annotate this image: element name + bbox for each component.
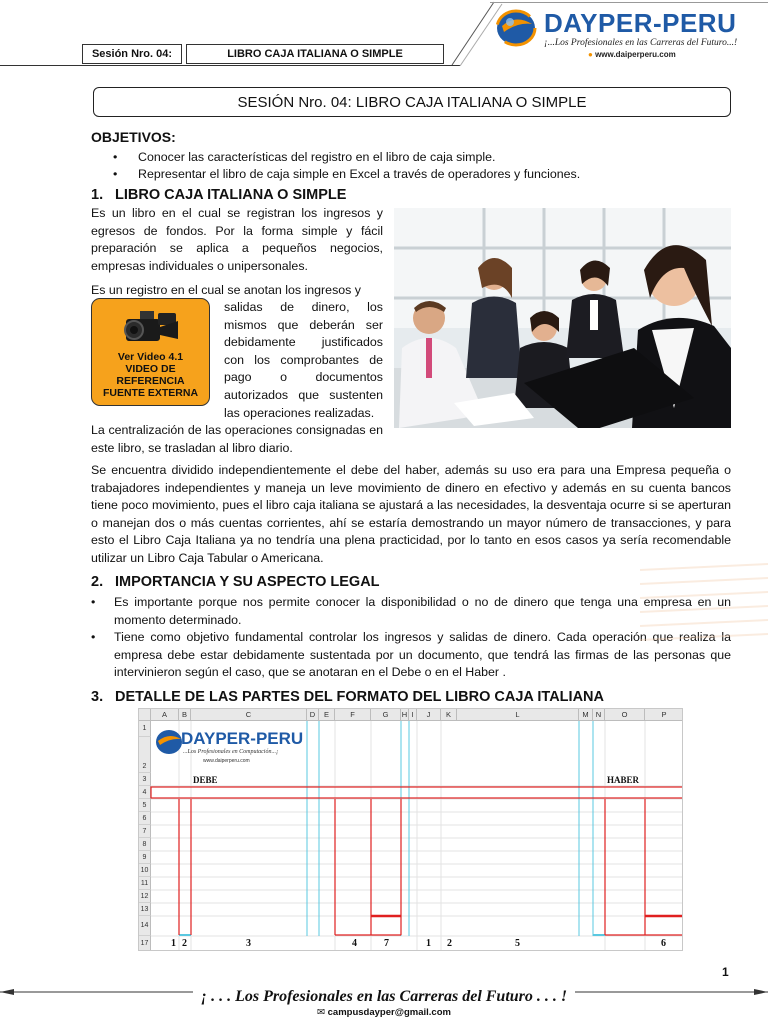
spreadsheet-format	[138, 708, 683, 951]
dayper-logo	[496, 6, 768, 62]
row-header: 11	[139, 877, 151, 890]
part-number: 1	[171, 938, 176, 949]
header-top-rule	[490, 2, 768, 3]
part-number: 2	[447, 938, 452, 949]
brand-name: DAYPER-PERU	[544, 8, 737, 38]
brand-tagline: ¡...Los Profesionales en las Carreras del Futuro...!	[544, 38, 738, 48]
row-header: 14	[139, 916, 151, 936]
part-number: 7	[384, 938, 389, 949]
web-icon: ●	[588, 50, 593, 59]
section1-long-paragraph: Se encuentra dividido independientemente el debe del haber, además su uso era para una Empresa pequeña o trabajadores independientes y maneja un leve movimiento de dinero en efectivo y además en su cuenta bancos tiene poco movimiento, pues el libro caja italiana se ajustará a las necesidades, la desventaja ocurre si se aperturan o manejan dos o más cuentas corrientes, ahí se estaría demostrando un mayor número de transacciones, y para esto el Libro Caja Italiana ya no tendría una plena practicidad, por lo tanto en esos casos ya sería recomendable utilizar un Libro Caja Tabular o Americana.	[91, 463, 731, 565]
haber-label: HABER	[607, 775, 640, 785]
section2-number: 2.	[91, 574, 104, 590]
row-header: 10	[139, 864, 151, 877]
row-header: 4	[139, 786, 151, 799]
column-header: H	[401, 710, 408, 719]
row-header: 6	[139, 812, 151, 825]
footer-slogan	[0, 988, 768, 1006]
section1-number: 1.	[91, 187, 104, 203]
section1-paragraph: La centralización de las operaciones consignadas en este libro, se trasladan al libro diario.	[91, 423, 383, 455]
video-line2: VIDEO DE REFERENCIA	[116, 363, 185, 387]
importance-item: • Tiene como objetivo fundamental controlar los ingresos y salidas de dinero. Cada operación que realiza la empresa debe estar debidamente sustentada por un documento, que tendrá las firmas de las personas que intervinieron según el caso, que se anotaran en el Debe o en el Haber .	[91, 629, 731, 682]
row-header: 17	[139, 936, 151, 951]
section3-number: 3.	[91, 689, 104, 705]
video-line1: Ver Video 4.1	[117, 351, 184, 363]
row-header: 1	[139, 721, 151, 737]
column-header: G	[371, 709, 401, 721]
header-rule	[0, 65, 460, 66]
column-header: K	[441, 709, 457, 721]
mini-globe-icon	[155, 727, 183, 757]
section1-paragraph: Es un libro en el cual se registran los ingresos y egresos de fondos. Por la forma simple y fácil preparación se aplica a pequeños negocios, empresas individuales o unipersonales.	[91, 206, 383, 273]
column-header: N	[593, 709, 605, 721]
section3-heading	[91, 689, 604, 705]
row-header: 12	[139, 890, 151, 903]
objective-item: • Conocer las características del registro en el libro de caja simple.	[113, 149, 580, 166]
video-reference-button[interactable]	[91, 298, 210, 406]
section2-heading	[91, 574, 380, 590]
mail-icon: ✉	[317, 1007, 325, 1018]
footer-email	[0, 1007, 768, 1018]
column-header: J	[417, 709, 441, 721]
page-title: SESIÓN Nro. 04: LIBRO CAJA ITALIANA O SIMPLE	[93, 87, 731, 117]
video-line3: FUENTE EXTERNA	[102, 387, 199, 399]
section3-title: DETALLE DE LAS PARTES DEL FORMATO DEL LIBRO CAJA ITALIANA	[115, 689, 604, 705]
column-header: C	[191, 709, 307, 721]
column-header: A	[151, 709, 179, 721]
section1-paragraph-wrap: salidas de dinero, los mismos que deberán ser debidamente justificados con los comprobantes de pago o documentos autorizados que sustenten las operaciones realizadas.	[224, 300, 383, 420]
row-header: 7	[139, 825, 151, 838]
page-number: 1	[722, 965, 729, 979]
row-header: 9	[139, 851, 151, 864]
globe-icon	[496, 8, 540, 48]
row-header: 5	[139, 799, 151, 812]
mini-brand-website: www.daiperperu.com	[203, 758, 250, 764]
section1-title: LIBRO CAJA ITALIANA O SIMPLE	[115, 187, 347, 203]
video-label	[92, 351, 209, 399]
column-header: E	[319, 709, 335, 721]
footer-slogan-text: ¡ . . . Los Profesionales en las Carreras del Futuro . . . !	[193, 988, 575, 1005]
part-number: 5	[515, 938, 520, 949]
part-number: 2	[182, 938, 187, 949]
mini-brand-name: DAYPER-PERU	[181, 729, 304, 748]
column-header: M	[579, 709, 593, 721]
column-header: B	[179, 709, 191, 721]
part-number: 4	[352, 938, 357, 949]
background-stripes	[640, 560, 768, 650]
importance-item: • Es importante porque nos permite conocer la disponibilidad o no de dinero que tenga una empresa en un momento determinado.	[91, 594, 731, 629]
column-header: I	[409, 709, 417, 721]
row-header: 3	[139, 773, 151, 786]
brand-website-text: www.daiperperu.com	[595, 50, 676, 59]
section1-heading	[91, 187, 346, 203]
office-team-photo	[394, 208, 731, 428]
column-header: F	[335, 709, 371, 721]
row-header: 8	[139, 838, 151, 851]
part-number: 1	[426, 938, 431, 949]
session-topic: LIBRO CAJA ITALIANA O SIMPLE	[186, 44, 444, 64]
column-header: L	[457, 709, 579, 721]
footer-email-text: campusdayper@gmail.com	[327, 1007, 451, 1018]
importance-list	[91, 594, 731, 682]
objective-item: • Representar el libro de caja simple en Excel a través de operadores y funciones.	[113, 166, 580, 183]
debe-label: DEBE	[193, 775, 218, 785]
brand-website	[588, 50, 676, 59]
section2-title: IMPORTANCIA Y SU ASPECTO LEGAL	[115, 574, 380, 590]
column-header: O	[605, 709, 645, 721]
column-header: D	[307, 709, 319, 721]
objectives-list	[113, 149, 580, 183]
part-number: 3	[246, 938, 251, 949]
video-camera-icon	[120, 307, 182, 347]
mini-brand-tagline: ...Los Profesionales en Computación...¡	[183, 749, 279, 755]
part-number: 6	[661, 938, 666, 949]
column-header: P	[645, 709, 683, 721]
row-header: 2	[139, 737, 151, 773]
session-label: Sesión Nro. 04:	[82, 44, 182, 64]
row-header: 13	[139, 903, 151, 916]
section1-paragraph: Es un registro en el cual se anotan los ingresos y	[91, 283, 361, 297]
objectives-heading: OBJETIVOS:	[91, 129, 176, 145]
